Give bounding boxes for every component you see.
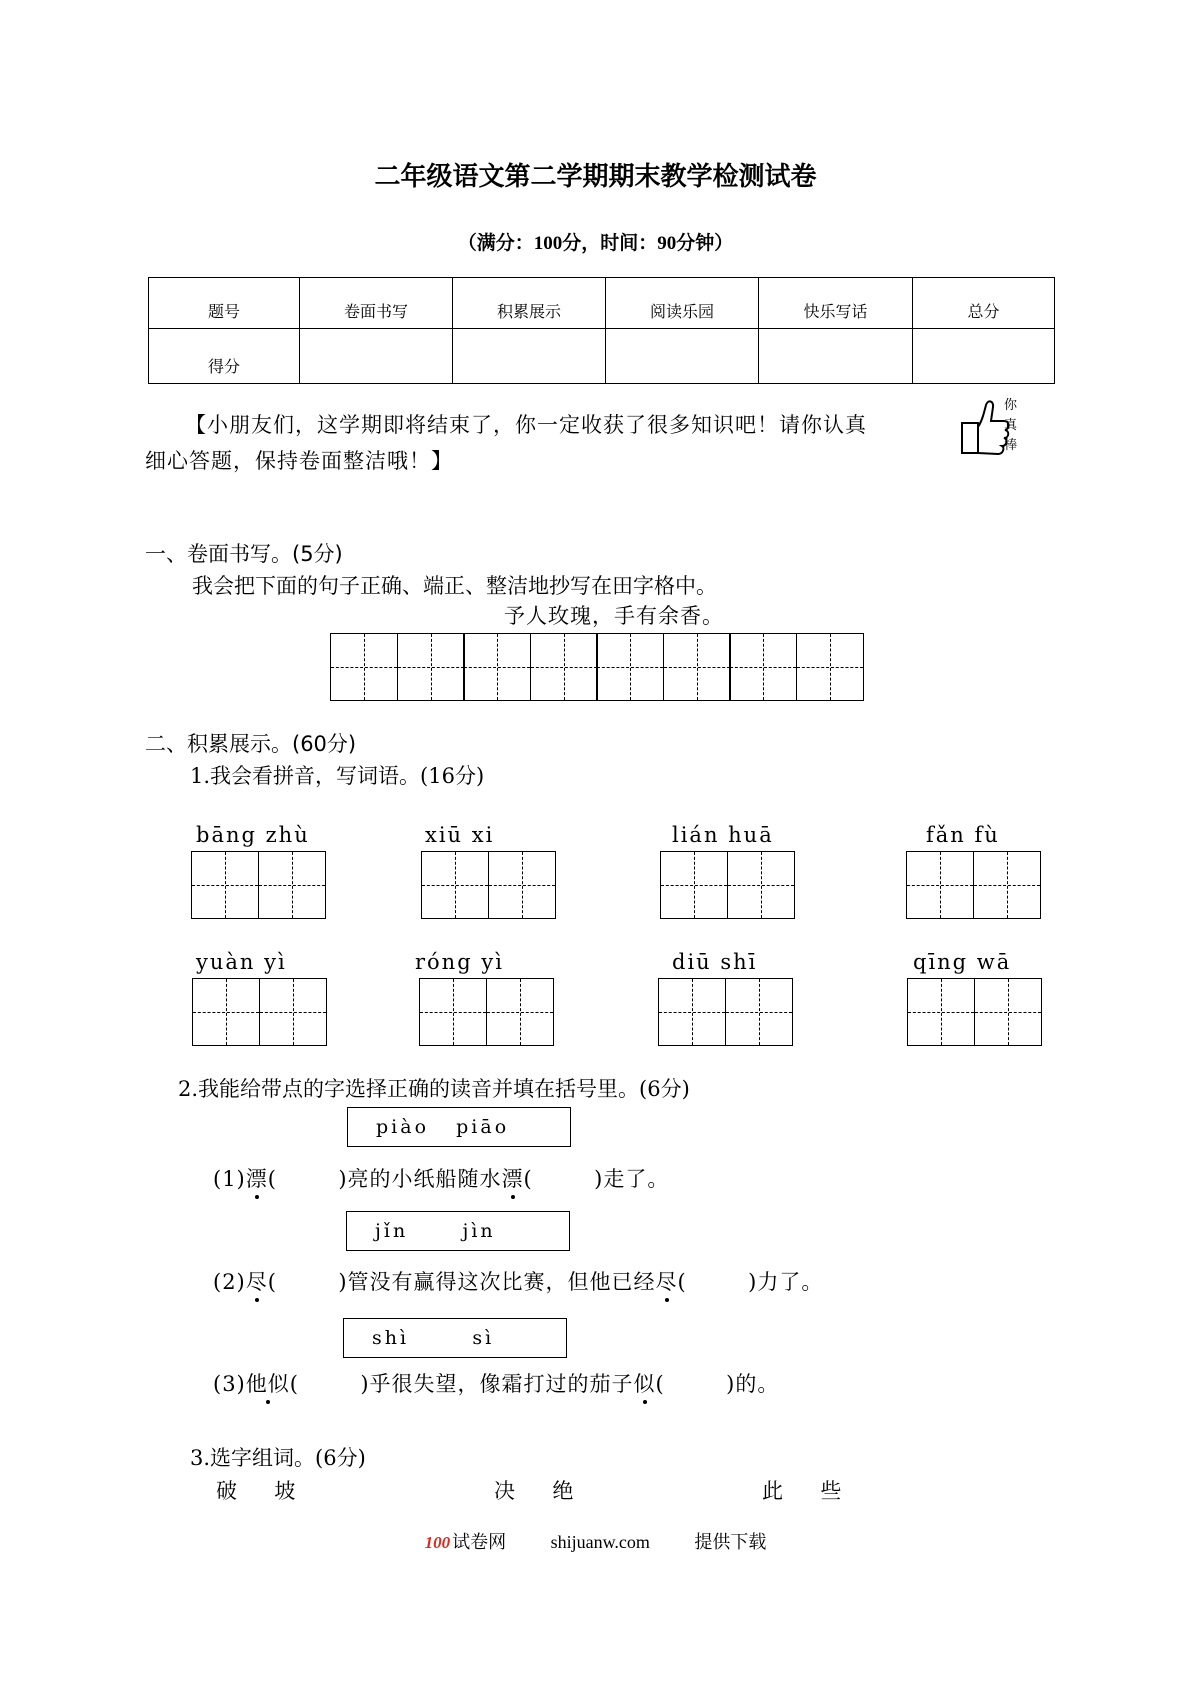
q2-item [213,1163,669,1193]
tianzige-cell[interactable] [463,633,531,701]
q2-item-num: (1) [213,1167,246,1191]
tianzige-cell[interactable] [192,978,260,1046]
char-pair: 决 绝 [494,1479,582,1503]
tianzige-cell[interactable] [191,851,259,919]
dotted-char: 漂 [502,1163,524,1193]
thumb-text: 你 [1004,398,1018,413]
tianzige-cell[interactable] [725,978,793,1046]
q2-item [213,1368,779,1398]
pinyin-label: lián huā [672,823,774,847]
dotted-char: 尽 [246,1266,268,1296]
tianzige-cell[interactable] [419,978,487,1046]
reading-options-box: jǐn jìn [346,1211,570,1251]
tianzige-cell[interactable] [663,633,731,701]
score-cell[interactable] [913,329,1055,384]
pinyin-label: fǎn fù [926,823,1000,847]
score-cell[interactable] [300,329,453,384]
q2-item [213,1266,823,1296]
score-header-cell: 总分 [913,278,1055,329]
pinyin-label: diū shī [672,950,758,974]
thumbs-up-icon [948,393,1018,459]
intro-line: 【小朋友们，这学期即将结束了，你一定收获了很多知识吧！请你认真 [185,413,867,437]
char-pair: 此 些 [762,1479,850,1503]
word-grid[interactable] [192,978,327,1046]
score-header-cell: 积累展示 [453,278,606,329]
tianzige-cell[interactable] [729,633,797,701]
site-domain[interactable]: shijuanw.com [550,1532,650,1552]
tianzige-cell[interactable] [974,978,1042,1046]
pinyin-label: yuàn yì [196,950,287,974]
tianzige-cell[interactable] [258,851,326,919]
tianzige-cell[interactable] [596,633,664,701]
score-header-cell: 题号 [149,278,300,329]
svg-text:棒: 棒 [1004,438,1018,453]
dotted-char: 漂 [246,1163,268,1193]
tianzige-cell[interactable] [488,851,556,919]
score-cell[interactable] [453,329,606,384]
copy-grid[interactable] [330,633,864,701]
tianzige-cell[interactable] [906,851,974,919]
score-row-label: 得分 [149,329,300,384]
footer [0,1528,1191,1554]
section2-heading: 二、积累展示。(60分) [145,732,357,756]
pinyin-label: xiū xi [425,823,495,847]
q1-title: 1.我会看拼音，写词语。(16分) [190,764,485,788]
score-header-cell: 阅读乐园 [606,278,759,329]
pinyin-label: bāng zhù [196,823,310,847]
dotted-char: 似 [634,1368,656,1398]
q2-item-text: ( )亮的小纸船随水 [267,1167,502,1191]
intro-note [145,407,945,479]
q3-title: 3.选字组词。(6分) [190,1446,366,1470]
word-grid[interactable] [907,978,1042,1046]
tianzige-cell[interactable] [530,633,598,701]
q2-item-num: (3) [213,1372,246,1396]
intro-line: 细心答题，保持卷面整洁哦！】 [145,449,453,473]
word-grid[interactable] [421,851,556,919]
svg-text:真: 真 [1004,418,1018,433]
footer-provide: 提供下载 [694,1532,767,1552]
q2-item-text: ( )走了。 [523,1167,670,1191]
page-title: 二年级语文第二学期期末教学检测试卷 [374,162,817,192]
word-grid[interactable] [419,978,554,1046]
reading-options-box: piào piāo [347,1107,571,1147]
section1-instruction: 我会把下面的句子正确、端正、整洁地抄写在田字格中。 [192,574,717,598]
tianzige-cell[interactable] [796,633,864,701]
score-table [148,277,1055,384]
q2-item-text: ( )力了。 [677,1270,824,1294]
site-logo: 100 [424,1533,451,1552]
q2-title: 2.我能给带点的字选择正确的读音并填在括号里。(6分) [178,1077,690,1101]
score-header-cell: 卷面书写 [300,278,453,329]
word-grid[interactable] [191,851,326,919]
q2-item-text: ( )的。 [655,1372,780,1396]
dotted-char: 他似 [246,1368,290,1398]
tianzige-cell[interactable] [973,851,1041,919]
tianzige-cell[interactable] [907,978,975,1046]
q2-item-num: (2) [213,1270,246,1294]
reading-options-box: shì sì [343,1318,567,1358]
dotted-char: 尽 [656,1266,678,1296]
tianzige-cell[interactable] [486,978,554,1046]
pinyin-label: qīng wā [913,950,1012,974]
word-grid[interactable] [906,851,1041,919]
pinyin-label: róng yì [415,950,504,974]
tianzige-cell[interactable] [658,978,726,1046]
copy-sentence: 予人玫瑰，手有余香。 [504,604,724,628]
exam-subtitle: （满分：100分，时间：90分钟） [457,233,734,254]
word-grid[interactable] [658,978,793,1046]
tianzige-cell[interactable] [727,851,795,919]
section1-heading: 一、卷面书写。(5分) [145,542,343,566]
site-name: 试卷网 [452,1532,507,1552]
tianzige-cell[interactable] [660,851,728,919]
score-cell[interactable] [759,329,913,384]
tianzige-cell[interactable] [259,978,327,1046]
score-header-cell: 快乐写话 [759,278,913,329]
tianzige-cell[interactable] [397,633,465,701]
q2-item-text: ( )乎很失望，像霜打过的茄子 [289,1372,634,1396]
q2-item-text: ( )管没有赢得这次比赛，但他已经 [267,1270,656,1294]
score-cell[interactable] [606,329,759,384]
tianzige-cell[interactable] [330,633,398,701]
word-grid[interactable] [660,851,795,919]
tianzige-cell[interactable] [421,851,489,919]
char-pair: 破 坡 [216,1479,304,1503]
